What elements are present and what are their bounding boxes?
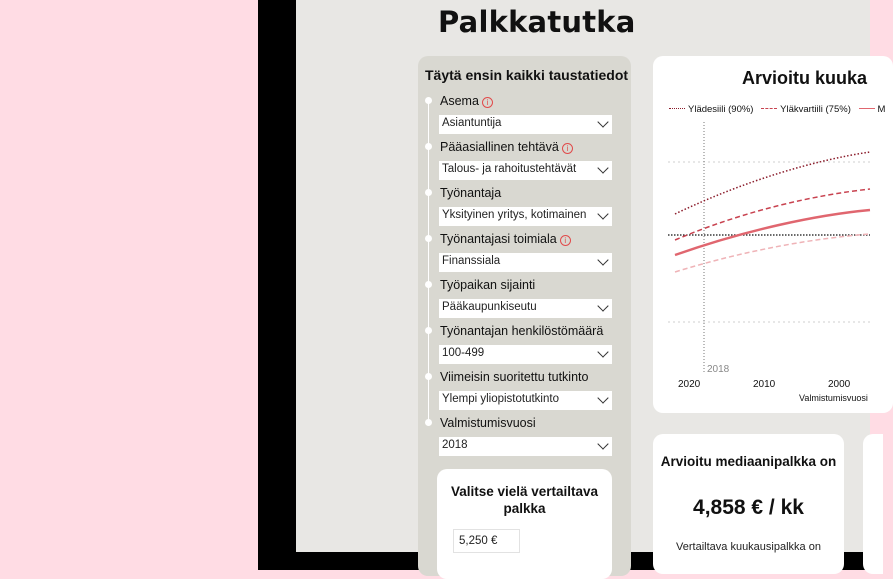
x-tick-label: 2020	[678, 379, 701, 390]
x-axis-label: Valmistumisvuosi	[799, 393, 868, 403]
field-label-text: Työnantaja	[440, 186, 502, 200]
legend-item-top-decile: Ylädesiili (90%)	[669, 104, 753, 115]
select-value: 100-499	[442, 347, 485, 359]
chart-title: Arvioitu kuuka	[742, 68, 868, 88]
x-tick-label: 2000	[828, 379, 851, 390]
chart-grid	[668, 162, 870, 322]
info-icon[interactable]: i	[482, 97, 493, 108]
app-screen	[296, 0, 886, 553]
select-value: Talous- ja rahoitustehtävät	[442, 163, 577, 175]
x-tick-label: 2010	[753, 379, 776, 390]
form-title: Täytä ensin kaikki taustatiedot	[425, 67, 629, 83]
page-title: Palkkatutka	[438, 5, 636, 39]
median-salary-value: 4,858 € / kk	[693, 496, 804, 519]
info-icon[interactable]: i	[562, 143, 573, 154]
compare-salary-input[interactable]: 5,250 €	[453, 529, 520, 553]
legend-item-median: M	[859, 104, 886, 115]
field-label-text: Työpaikan sijainti	[440, 278, 536, 292]
select-value: Finanssiala	[442, 255, 501, 267]
compare-salary-note: Vertailtava kuukausipalkka on	[676, 541, 821, 553]
select-value: 2018	[442, 439, 468, 451]
legend-item-upper-quartile: Yläkvartiili (75%)	[761, 104, 851, 115]
field-label-text: Työnantajan henkilöstömäärä	[440, 324, 604, 338]
field-label-text: Työnantajasi toimiala	[440, 232, 557, 246]
next-result-card	[863, 434, 883, 574]
compare-salary-title: Valitse vielä vertailtava palkka	[450, 484, 599, 516]
select-value: Ylempi yliopistotutkinto	[442, 393, 559, 405]
select-value: Yksityinen yritys, kotimainen	[442, 209, 587, 221]
select-value: Pääkaupunkiseutu	[442, 301, 537, 313]
field-label-text: Valmistumisvuosi	[440, 416, 536, 430]
select-value: Asiantuntija	[442, 117, 502, 129]
median-salary-title: Arvioitu mediaanipalkka on	[660, 454, 837, 469]
marker-year-label: 2018	[707, 364, 730, 375]
median-salary-card	[653, 434, 844, 574]
field-label-text: Viimeisin suoritettu tutkinto	[440, 370, 589, 384]
info-icon[interactable]: i	[560, 235, 571, 246]
field-label-text: Asema	[440, 94, 479, 108]
field-label-text: Pääasiallinen tehtävä	[440, 140, 559, 154]
